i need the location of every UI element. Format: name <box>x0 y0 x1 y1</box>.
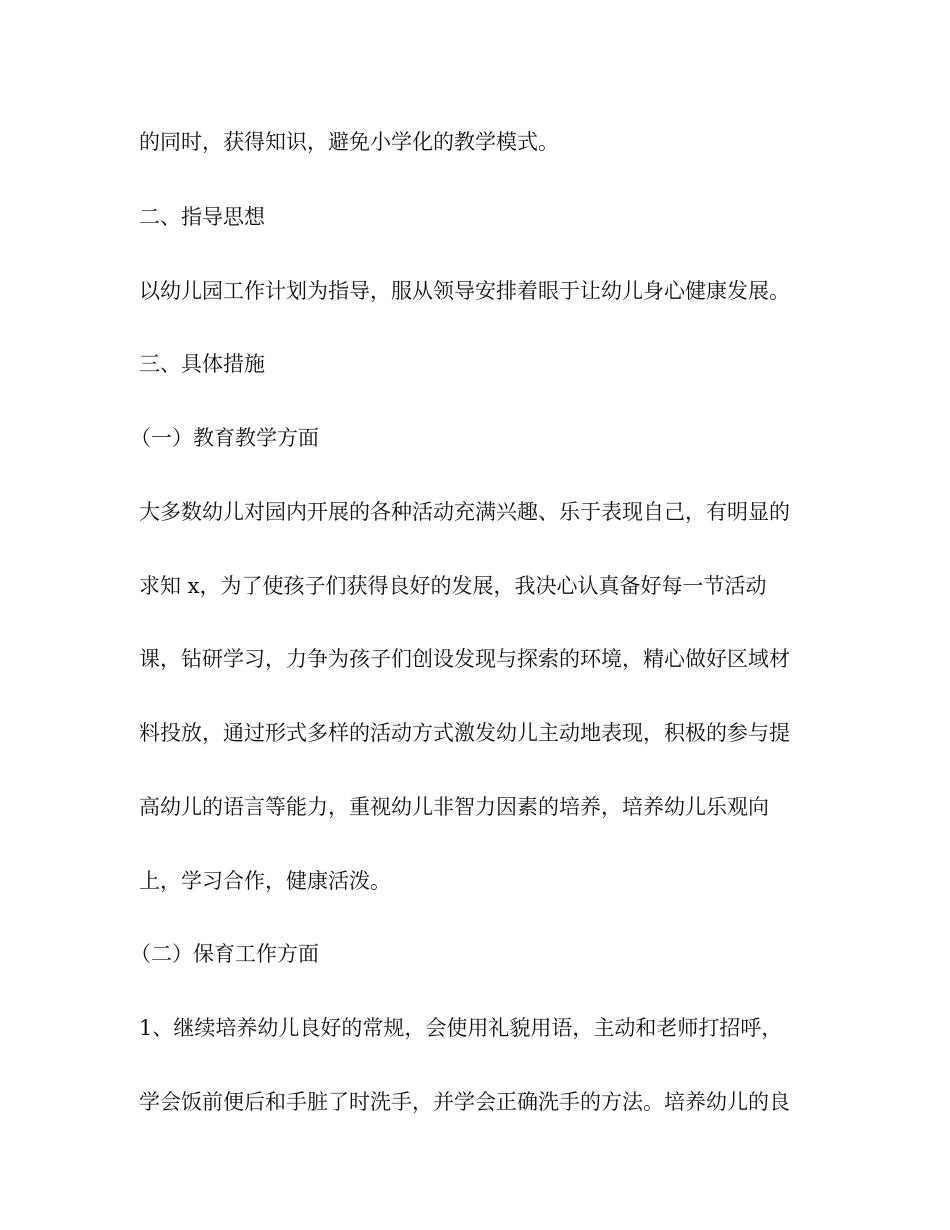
paragraph-line: 课，钻研学习，力争为孩子们创设发现与探索的环境，精心做好区域材 <box>139 647 790 671</box>
paragraph-line: 上，学习合作，健康活泼。 <box>139 869 391 893</box>
section-heading-guiding-thought: 二、指导思想 <box>139 205 265 229</box>
paragraph-line: 1、继续培养幼儿良好的常规，会使用礼貌用语，主动和老师打招呼， <box>139 1016 783 1040</box>
subsection-heading-education: （一）教育教学方面 <box>130 426 319 450</box>
paragraph-line: 大多数幼儿对园内开展的各种活动充满兴趣、乐于表现自己，有明显的 <box>139 500 790 524</box>
paragraph-line: 学会饭前便后和手脏了时洗手，并学会正确洗手的方法。培养幼儿的良 <box>139 1090 790 1114</box>
section-heading-measures: 三、具体措施 <box>139 352 265 376</box>
paragraph-line: 的同时，获得知识，避免小学化的教学模式。 <box>139 130 559 154</box>
paragraph-line: 料投放，通过形式多样的活动方式激发幼儿主动地表现，积极的参与提 <box>139 721 790 745</box>
paragraph-line: 求知 x，为了使孩子们获得良好的发展，我决心认真备好每一节活动 <box>139 574 767 598</box>
paragraph-line: 以幼儿园工作计划为指导，服从领导安排着眼于让幼儿身心健康发展。 <box>139 279 790 303</box>
paragraph-line: 高幼儿的语言等能力，重视幼儿非智力因素的培养，培养幼儿乐观向 <box>139 795 769 819</box>
subsection-heading-care: （二）保育工作方面 <box>130 942 319 966</box>
